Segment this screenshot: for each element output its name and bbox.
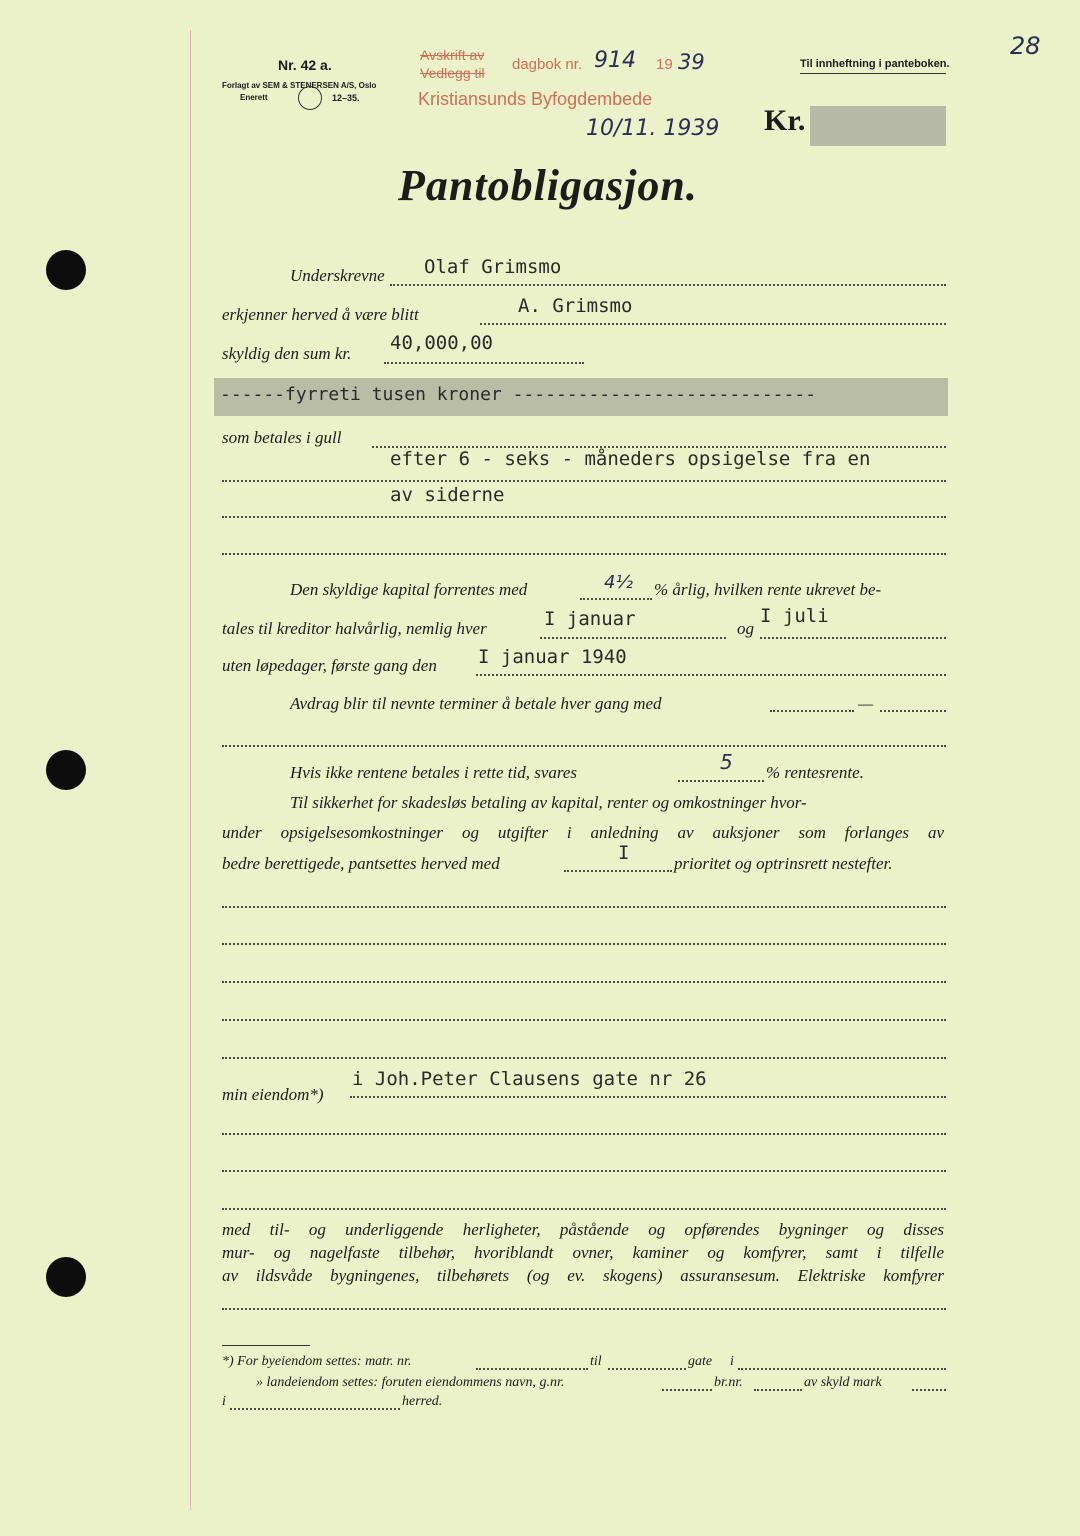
payment-value-line2: av siderne	[390, 484, 505, 506]
sum-value: 40,000,00	[390, 332, 493, 354]
payment-value-line1: efter 6 - seks - måneders opsigelse fra en	[390, 448, 871, 470]
stamp-court: Kristiansunds Byfogdembede	[418, 89, 653, 109]
overdue-text-b: % rentesrente.	[766, 763, 864, 782]
footnote-dots	[608, 1368, 686, 1370]
filing-note: Til innheftning i panteboken.	[800, 58, 950, 70]
kr-label: Kr.	[764, 104, 806, 137]
overdue-text-a: Hvis ikke rentene betales i rette tid, svares	[290, 763, 578, 782]
binder-hole-icon	[46, 750, 86, 790]
clause-line2: mur- og nagelfaste tilbehør, hvoriblandt ovner, kaminer og komfyrer, samt i tilfelle	[222, 1243, 944, 1262]
undersigned-value: Olaf Grimsmo	[424, 256, 562, 278]
stamp-dagbok-label: dagbok nr.	[512, 56, 583, 73]
stamp-date: 10/11. 1939	[586, 116, 720, 141]
interest-text-a: Den skyldige kapital forrentes med	[290, 580, 528, 599]
footnote-rule	[222, 1345, 310, 1346]
blank-line	[222, 906, 946, 908]
clause-line1: med til- og underliggende herligheter, påstående og opførendes bygninger og disses	[222, 1220, 944, 1239]
footnote-dots	[476, 1368, 588, 1370]
page-number: 28	[1010, 32, 1041, 60]
dagbok-number: 914	[594, 48, 636, 73]
document-title: Pantobligasjon.	[398, 161, 698, 210]
payment-label: som betales i gull	[222, 428, 342, 447]
clause-line3: av ildsvåde bygningenes, tilbehørets (og ev. skogens) assuransesum. Elektriske komfyrer	[222, 1266, 944, 1285]
security-line2: under opsigelsesomkostninger og utgifter i anledning av auksjoner som forlanges av	[222, 823, 944, 842]
footnote-line1-c: gate	[688, 1354, 713, 1369]
property-value: i Joh.Peter Clausens gate nr 26	[352, 1068, 707, 1090]
date2-line	[760, 637, 946, 639]
footnote-dots	[662, 1389, 712, 1391]
overdue-rate-line	[678, 780, 764, 782]
publisher-logo-icon	[298, 86, 322, 110]
installment-line-b	[880, 710, 946, 712]
creditor-value: A. Grimsmo	[518, 295, 633, 317]
property-line-3	[222, 1170, 946, 1172]
date1-value: I januar	[544, 608, 636, 630]
sum-words-value: ------fyrreti tusen kroner ----------------------------	[220, 384, 817, 405]
overdue-rate-value: 5	[720, 750, 733, 774]
interest-text-d: uten løpedager, første gang den	[222, 656, 437, 675]
publisher-date: 12–35.	[332, 93, 360, 103]
binder-hole-icon	[46, 250, 86, 290]
sum-line	[384, 362, 584, 364]
footnote-line3-b: herred.	[402, 1394, 443, 1409]
creditor-line	[480, 323, 946, 325]
installment-line-2	[222, 745, 946, 747]
footnote-line1-a: *) For byeiendom settes: matr. nr.	[222, 1354, 412, 1369]
undersigned-label: Underskrevne	[290, 266, 385, 285]
footnote-line1-d: i	[730, 1354, 734, 1369]
footnote-dots	[738, 1368, 946, 1370]
security-line3-a: bedre berettigede, pantsettes herved med	[222, 854, 500, 873]
security-line3-b: prioritet og optrinsrett nestefter.	[674, 854, 893, 873]
installment-text: Avdrag blir til nevnte terminer å betale hver gang med	[290, 694, 662, 713]
blank-line	[222, 943, 946, 945]
payment-line-4	[222, 553, 946, 555]
filing-note-underline	[800, 73, 946, 74]
footnote-line1-b: til	[590, 1354, 602, 1369]
footnote-line2-a: » landeiendom settes: foruten eiendommens navn, g.nr.	[256, 1375, 565, 1390]
blank-line	[222, 981, 946, 983]
security-line1: Til sikkerhet for skadesløs betaling av kapital, renter og omkostninger hvor-	[290, 793, 807, 812]
publisher-enerett: Enerett	[240, 93, 268, 102]
stamp-vedlegg: Vedlegg til	[420, 65, 485, 81]
blank-line	[222, 1019, 946, 1021]
undersigned-line	[390, 284, 946, 286]
date2-value: I juli	[760, 605, 829, 627]
installment-line	[770, 710, 854, 712]
property-label: min eiendom*)	[222, 1085, 324, 1104]
property-line	[350, 1096, 946, 1098]
form-number: Nr. 42 a.	[278, 57, 332, 73]
footnote-dots	[230, 1408, 400, 1410]
sum-label: skyldig den sum kr.	[222, 344, 352, 363]
date1-line	[540, 637, 726, 639]
publisher-line: Forlagt av SEM & STENERSEN A/S, Oslo	[222, 81, 377, 90]
interest-og: og	[737, 619, 754, 638]
creditor-label: erkjenner herved å være blitt	[222, 305, 419, 324]
clause-line-blank	[222, 1308, 946, 1310]
installment-dash: —	[858, 694, 874, 713]
footnote-line2-b: br.nr.	[714, 1375, 743, 1390]
first-date-line	[476, 674, 946, 676]
payment-line-3	[222, 516, 946, 518]
footnote-dots	[912, 1389, 946, 1391]
payment-line-2	[222, 480, 946, 482]
footnote-line3-a: i	[222, 1394, 226, 1409]
interest-rate-value: 4½	[604, 572, 633, 593]
amount-box	[810, 106, 946, 146]
blank-line	[222, 1057, 946, 1059]
stamp-year-prefix: 19	[656, 56, 673, 73]
footnote-dots	[754, 1389, 802, 1391]
priority-value: I	[618, 842, 630, 864]
interest-rate-line	[580, 598, 652, 600]
property-line-2	[222, 1133, 946, 1135]
red-margin-line	[190, 30, 191, 1510]
dagbok-year: 39	[678, 50, 705, 74]
footnote-line2-c: av skyld mark	[804, 1375, 882, 1390]
property-line-4	[222, 1208, 946, 1210]
first-date-value: I januar 1940	[478, 646, 627, 668]
stamp-avskrift: Avskrift av	[420, 47, 485, 63]
binder-hole-icon	[46, 1257, 86, 1297]
priority-line	[564, 870, 672, 872]
interest-text-c: tales til kreditor halvårlig, nemlig hver	[222, 619, 487, 638]
interest-text-b: % årlig, hvilken rente ukrevet be-	[654, 580, 882, 599]
